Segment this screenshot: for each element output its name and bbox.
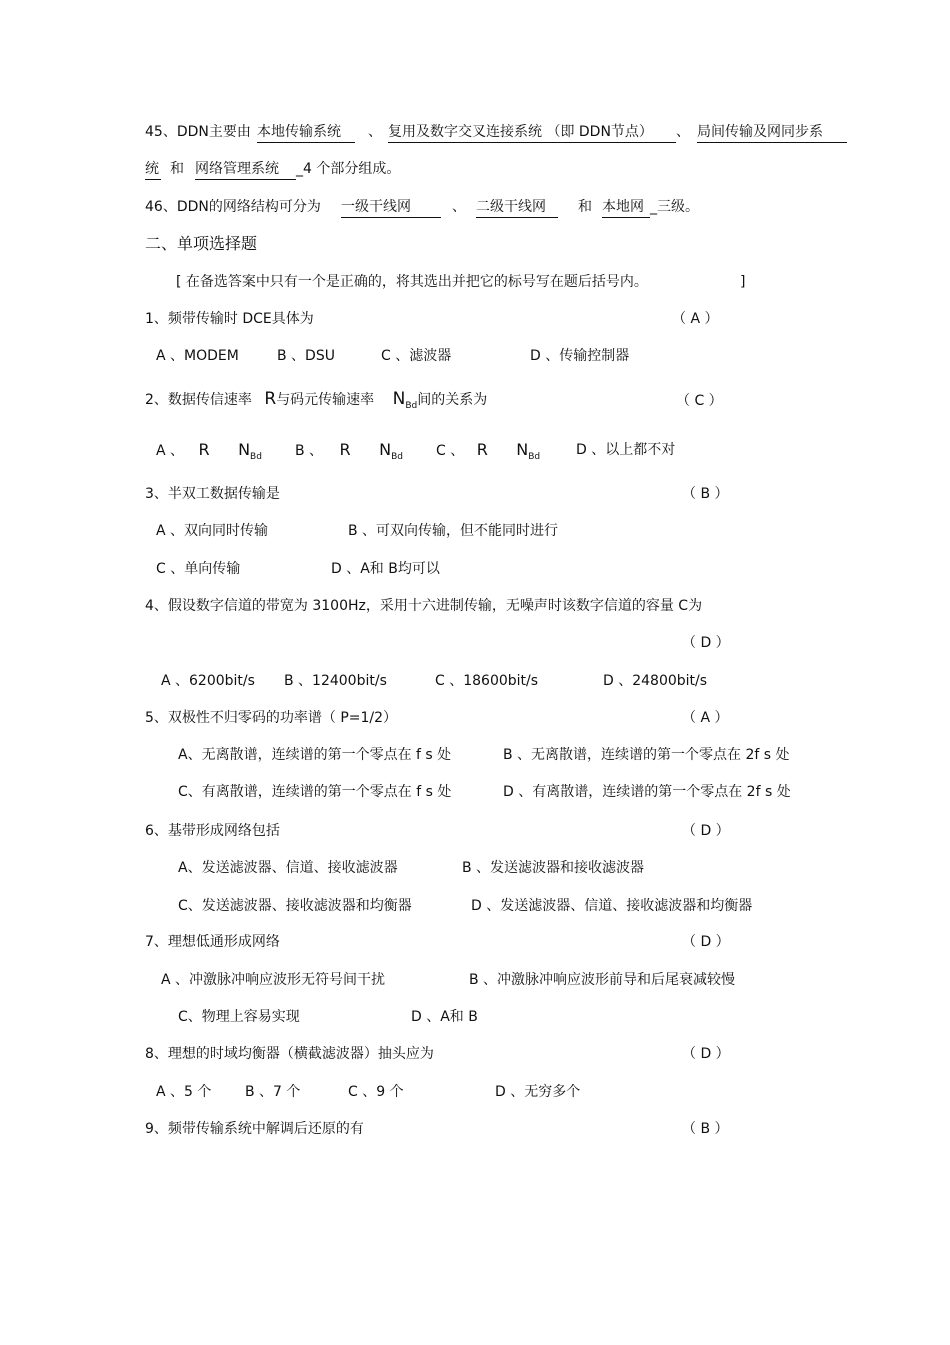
- q8-option-c: C 、9 个: [348, 1084, 404, 1100]
- q3-option-c: C 、单向传输: [156, 561, 241, 577]
- q4-option-a: A 、6200bit/s: [161, 673, 255, 689]
- q2-stem-a: 2、数据传信速率: [145, 392, 252, 408]
- q2-option-a-bd: Bd: [250, 452, 262, 462]
- q6-option-d: D 、发送滤波器、信道、接收滤波器和均衡器: [471, 898, 753, 914]
- q2-answer: （ C ）: [676, 393, 723, 409]
- q45-blank-3: 局间传输及网同步系: [697, 122, 847, 143]
- q2-option-c-label: C 、: [436, 443, 465, 459]
- q1-option-b: B 、DSU: [277, 348, 335, 364]
- q45-blank-2: 复用及数字交叉连接系统 （即 DDN节点）: [388, 122, 676, 143]
- q8-option-a: A 、5 个: [156, 1084, 212, 1100]
- section-title: 二、单项选择题: [145, 234, 258, 253]
- q7-stem: 7、理想低通形成网络: [145, 934, 280, 950]
- q2-option-d: D 、以上都不对: [576, 442, 676, 458]
- q4-option-c: C 、18600bit/s: [435, 673, 539, 689]
- section-instruction-end: ]: [740, 274, 746, 290]
- q2-option-b-n: N: [379, 440, 392, 459]
- q46-prefix: 46、DDN的网络结构可分为: [145, 199, 321, 215]
- q7-option-d: D 、A和 B: [411, 1009, 478, 1025]
- q3-option-a: A 、双向同时传输: [156, 523, 269, 539]
- q4-option-d: D 、24800bit/s: [603, 673, 708, 689]
- q3-option-d: D 、A和 B均可以: [331, 561, 440, 577]
- q2-stem-c: 间的关系为: [417, 392, 488, 408]
- q2-option-a-r: R: [198, 440, 210, 459]
- q45-blank-3-cont: 统: [145, 159, 161, 180]
- q2-option-c-n: N: [516, 440, 529, 459]
- q6-option-b: B 、发送滤波器和接收滤波器: [462, 860, 645, 876]
- q5-answer: （ A ）: [682, 710, 729, 726]
- q1-option-a: A 、MODEM: [156, 348, 239, 364]
- section-instruction: [ 在备选答案中只有一个是正确的，将其选出并把它的标号写在题后括号内。: [176, 274, 648, 290]
- q46-suffix: _三级。: [650, 199, 699, 215]
- q5-option-a: A、无离散谱，连续谱的第一个零点在 f s 处: [178, 747, 452, 763]
- q45-sep-1: 、: [368, 124, 382, 140]
- q4-option-b: B 、12400bit/s: [284, 673, 387, 689]
- q3-stem: 3、半双工数据传输是: [145, 486, 280, 502]
- q45-blank-4: 网络管理系统: [195, 159, 296, 180]
- q46-sep-1: 、: [452, 199, 466, 215]
- q4-stem: 4、假设数字信道的带宽为 3100Hz，采用十六进制传输，无噪声时该数字信道的容量 C为: [145, 598, 703, 614]
- q2-n-symbol: N: [392, 389, 406, 409]
- q2-stem-b: 与码元传输速率: [276, 392, 375, 408]
- q2-r-symbol: R: [264, 389, 277, 409]
- q6-option-a: A、发送滤波器、信道、接收滤波器: [178, 860, 398, 876]
- q2-option-a-n: N: [238, 440, 251, 459]
- q2-bd-subscript: Bd: [405, 401, 418, 411]
- q6-stem: 6、基带形成网络包括: [145, 823, 280, 839]
- q1-stem: 1、频带传输时 DCE具体为: [145, 311, 314, 327]
- q7-option-c: C、物理上容易实现: [178, 1009, 300, 1025]
- q2-option-b-label: B 、: [295, 443, 324, 459]
- q5-option-b: B 、无离散谱，连续谱的第一个零点在 2f s 处: [503, 747, 790, 763]
- q3-option-b: B 、可双向传输，但不能同时进行: [348, 523, 559, 539]
- q45-suffix: _4 个部分组成。: [296, 161, 401, 177]
- q2-option-c-bd: Bd: [528, 452, 541, 462]
- q8-answer: （ D ）: [682, 1046, 730, 1062]
- q46-and: 和: [578, 199, 592, 215]
- q45-sep-2: 、: [676, 124, 690, 140]
- q46-blank-1: 一级干线网: [341, 197, 441, 218]
- q2-option-b-r: R: [339, 440, 351, 459]
- q1-option-c: C 、滤波器: [381, 348, 452, 364]
- q45-prefix: 45、DDN主要由: [145, 124, 251, 140]
- q7-option-a: A 、冲激脉冲响应波形无符号间干扰: [161, 972, 386, 988]
- q6-option-c: C、发送滤波器、接收滤波器和均衡器: [178, 898, 412, 914]
- q5-option-d: D 、有离散谱，连续谱的第一个零点在 2f s 处: [503, 784, 791, 800]
- q7-answer: （ D ）: [682, 934, 730, 950]
- q4-answer: （ D ）: [682, 635, 730, 651]
- q45-blank-1: 本地传输系统: [257, 122, 355, 143]
- q5-stem: 5、双极性不归零码的功率谱（ P=1/2）: [145, 710, 398, 726]
- q9-answer: （ B ）: [682, 1121, 729, 1137]
- q9-stem: 9、频带传输系统中解调后还原的有: [145, 1121, 364, 1137]
- q8-option-b: B 、7 个: [245, 1084, 301, 1100]
- q2-option-c-r: R: [476, 440, 488, 459]
- q46-blank-2: 二级干线网: [476, 197, 558, 218]
- q7-option-b: B 、冲激脉冲响应波形前导和后尾衰减较慢: [469, 972, 736, 988]
- q1-option-d: D 、传输控制器: [530, 348, 630, 364]
- q46-blank-3: 本地网: [602, 197, 650, 218]
- q2-option-a-label: A 、: [156, 443, 185, 459]
- q8-option-d: D 、无穷多个: [495, 1084, 581, 1100]
- q6-answer: （ D ）: [682, 823, 730, 839]
- q8-stem: 8、理想的时域均衡器（横截滤波器）抽头应为: [145, 1046, 434, 1062]
- q2-option-b-bd: Bd: [391, 452, 403, 462]
- q1-answer: （ A ）: [672, 311, 719, 327]
- q5-option-c: C、有离散谱，连续谱的第一个零点在 f s 处: [178, 784, 452, 800]
- q45-and: 和: [170, 161, 184, 177]
- q3-answer: （ B ）: [682, 486, 729, 502]
